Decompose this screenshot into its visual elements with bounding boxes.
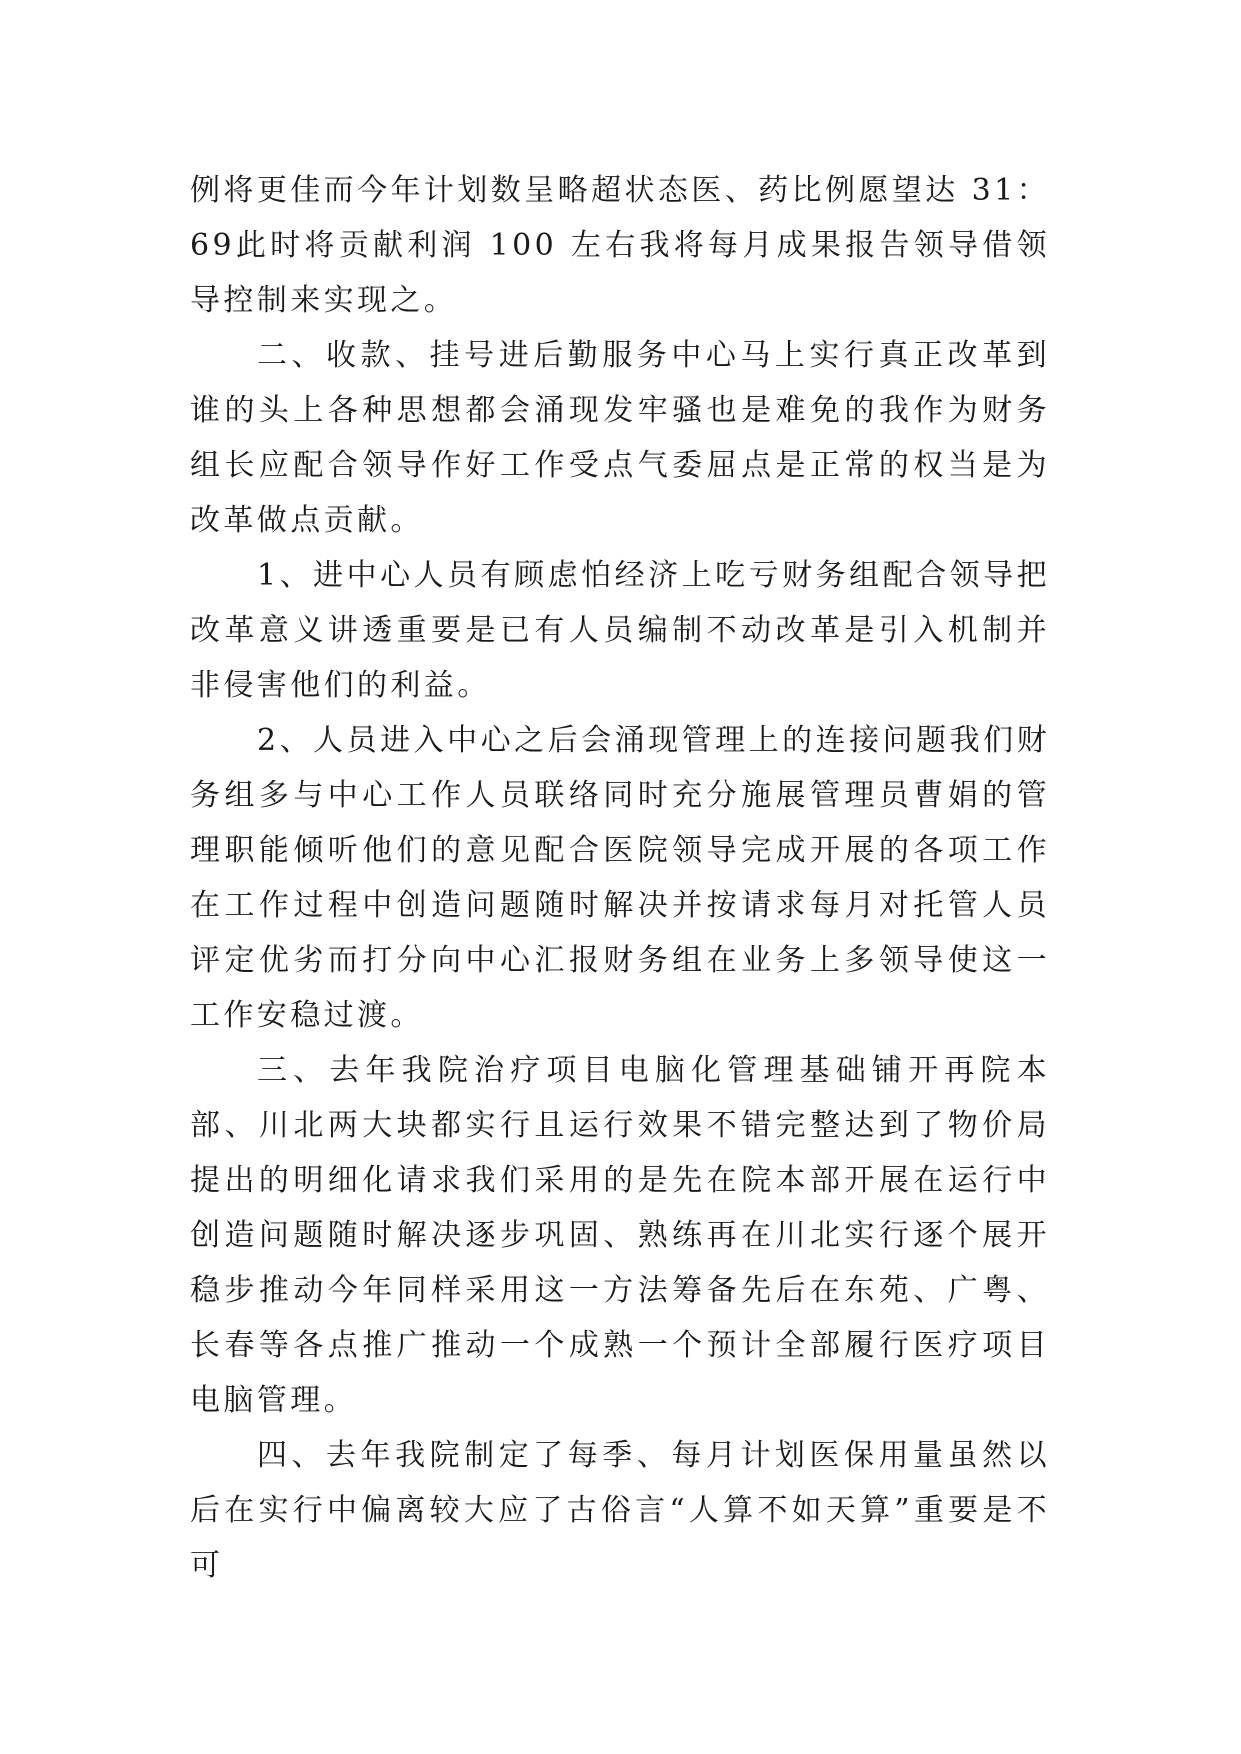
document-body xyxy=(190,163,1050,1593)
paragraph-continuation: 例将更佳而今年计划数呈略超状态医、药比例愿望达 31：69此时将贡献利润 100 左右我将每月成果报告领导借领导控制来实现之。 xyxy=(190,173,1050,318)
paragraph-section-two: 二、收款、挂号进后勤服务中心马上实行真正改革到谁的头上各种思想都会涌现发牢骚也是难免的我作为财务组长应配合领导作好工作受点气委屈点是正常的权当是为改革做点贡献。 xyxy=(190,338,1050,538)
paragraph-item-one: 1、进中心人员有顾虑怕经济上吃亏财务组配合领导把改革意义讲透重要是已有人员编制不动改革是引入机制并非侵害他们的利益。 xyxy=(190,558,1050,703)
paragraph-item-two: 2、人员进入中心之后会涌现管理上的连接问题我们财务组多与中心工作人员联络同时充分施展管理员曹娟的管理职能倾听他们的意见配合医院领导完成开展的各项工作在工作过程中创造问题随时解决并按请求每月对托管人员评定优劣而打分向中心汇报财务组在业务上多领导使这一工作安稳过渡。 xyxy=(190,723,1050,1033)
paragraph-section-four: 四、去年我院制定了每季、每月计划医保用量虽然以后在实行中偏离较大应了古俗言“人算不如天算”重要是不可 xyxy=(190,1438,1050,1583)
paragraph-section-three: 三、去年我院治疗项目电脑化管理基础铺开再院本部、川北两大块都实行且运行效果不错完整达到了物价局提出的明细化请求我们采用的是先在院本部开展在运行中创造问题随时解决逐步巩固、熟练再在川北实行逐个展开稳步推动今年同样采用这一方法筹备先后在东苑、广粤、长春等各点推广推动一个成熟一个预计全部履行医疗项目电脑管理。 xyxy=(190,1053,1050,1418)
